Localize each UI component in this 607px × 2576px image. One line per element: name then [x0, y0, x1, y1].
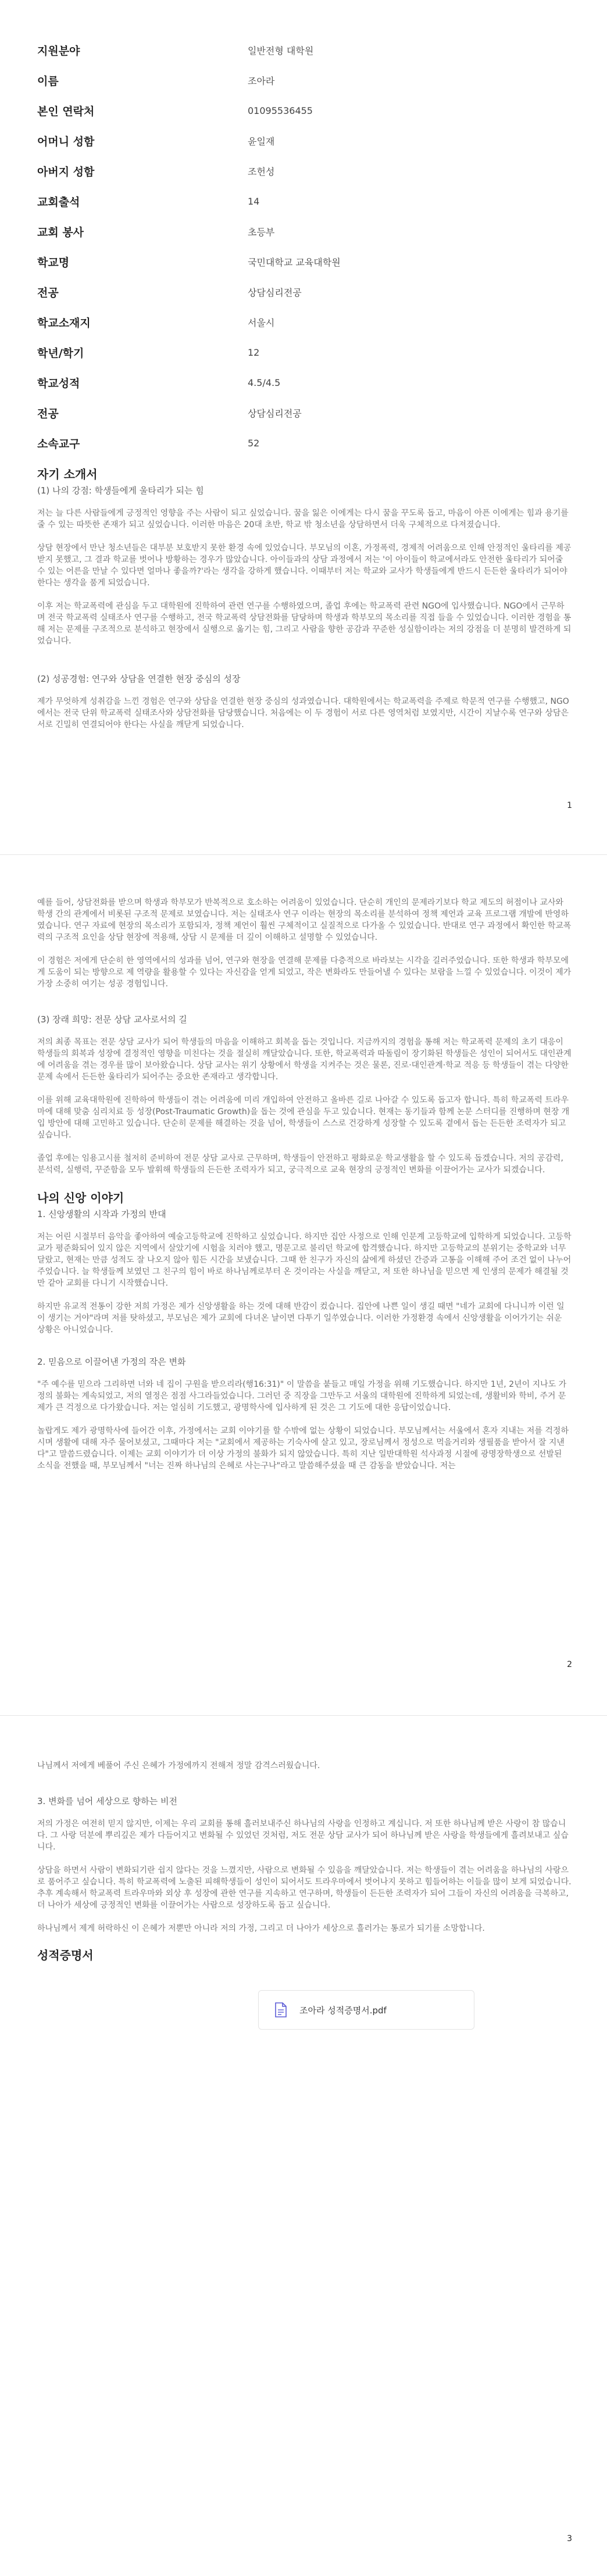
- info-label: 전공: [37, 286, 59, 299]
- info-value: 14: [248, 195, 260, 207]
- info-label: 교회출석: [37, 195, 80, 209]
- faith-paragraph: 저는 어린 시절부터 음악을 좋아하여 예술고등학교에 진학하고 싶었습니다. 하지만 집안 사정으로 인해 인문계 고등학교에 입학하게 되었습니다. 고등학교가 평준화되어 있지 않은 지역에서 살았기에 시험을 치러야 했고, 명문고로 불리던 학교에 합격했습니다. 하지만 고등학교의 분위기는 중학교와 너무 달랐고, 현재는 만큼 성적도 잘 나오지 않아 힘든 시간을 보냈습니다. 그때 한 친구가 자신의 삶에게 하셨던 간증과 고통을 이해해 주어 조건 없이 나누어주었습니다. 늘 학생들께 보였던 그 친구의 힘이 바로 하나님께로부터 온 것이라는 사실을 깨닫고, 저 또한 하나님을 믿으면 제 인생의 문제가 해결될 것만 같아 교회를 다니기 시작했습니다.: [37, 1232, 572, 1288]
- info-label: 학교소재지: [37, 316, 91, 330]
- info-row: [37, 216, 560, 246]
- applicant-info-table: [37, 35, 560, 458]
- info-row: [37, 95, 560, 126]
- info-label: 학교성적: [37, 377, 80, 390]
- info-value: 초등부: [248, 226, 275, 238]
- info-row: [37, 246, 560, 277]
- essay-subheading: (2) 성공경험: 연구와 상담을 연결한 현장 중심의 성장: [37, 674, 241, 684]
- info-row: [37, 307, 560, 337]
- info-value: 조아라: [248, 75, 275, 87]
- info-row: [37, 65, 560, 95]
- essay-paragraph: 예를 들어, 상담전화를 받으며 학생과 학부모가 반복적으로 호소하는 어려움이 있었습니다. 단순히 개인의 문제라기보다 학교 제도의 허점이나 교사와 학생 간의 관계에서 비롯된 구조적 문제로 보였습니다. 저는 실태조사 연구 이라는 현장의 목소리를 분석하여 정책 제언과 교육 프로그램 개발에 반영하였습니다. 연구 자료에 현장의 목소리가 포함되자, 정책 제언이 훨씬 구체적이고 실질적으로 다가올 수 있었습니다. 반대로 연구 과정에서 확인한 학교폭력의 구조적 요인을 상담 현장에 적용해, 상담 시 문제를 더 깊이 이해하고 설명할 수 있었습니다.: [37, 898, 572, 942]
- info-row: [37, 126, 560, 156]
- info-row: [37, 367, 560, 398]
- faith-paragraph: 상담을 하면서 사람이 변화되기란 쉽지 않다는 것을 느꼈지만, 사람으로 변화될 수 있음을 깨달았습니다. 저는 학생들이 겪는 어려움을 하나님의 사랑으로 품어주고 싶습니다. 특히 학교폭력에 노출된 피해학생들이 성인이 되어서도 트라우마에서 벗어나지 못하고 힘들어하는 이들을 많이 보게 되었습니다. 추후 계속해서 학교폭력 트라우마와 외상 후 성장에 관한 연구를 지속하고 연구하며, 학생들이 든든한 조력자가 되어 그들이 자신의 어려움을 극복하고, 더 나아가 세상에 긍정적인 변화를 이끌어가는 사람으로 성장하도록 돕고 싶습니다.: [37, 1866, 572, 1910]
- page-3: [0, 1716, 607, 2576]
- essay-paragraph: 졸업 후에는 임용고시를 철저히 준비하여 전문 상담 교사로 근무하며, 학생들이 안전하고 평화로운 학교생활을 할 수 있도록 돕겠습니다. 저의 공감력, 분석력, 실행력, 꾸준함을 모두 발휘해 학생들의 든든한 조력자가 되고, 궁극적으로 교육 현장의 긍정적인 변화를 이끌어가는 교사가 되겠습니다.: [37, 1154, 563, 1175]
- info-label: 본인 연락처: [37, 105, 95, 118]
- grade-cert-title: 성적증명서: [37, 1948, 94, 1962]
- info-value: 조헌성: [248, 166, 275, 177]
- faith-continued: [37, 1760, 572, 1963]
- info-row: [37, 428, 560, 458]
- essay-paragraph: 저의 최종 목표는 전문 상담 교사가 되어 학생들의 마음을 이해하고 회복을 돕는 것입니다. 지금까지의 경험을 통해 저는 학교폭력 문제의 초기 대응이 학생들의 회복과 성장에 결정적인 영향을 미친다는 것을 절실히 깨달았습니다. 또한, 학교폭력과 따돌림이 장기화된 학생들은 성인이 되어서도 대인관계에 어려움을 겪는 경우를 많이 보아왔습니다. 상담 교사는 위기 상황에서 학생을 지켜주는 것은 물론, 진로·대인관계·학교 적응 등 학생들이 겪는 다양한 문제 속에서 든든한 울타리가 되어주는 중요한 존재라고 생각합니다.: [37, 1037, 572, 1082]
- faith-subheading: 3. 변화를 넘어 세상으로 향하는 비전: [37, 1796, 178, 1806]
- info-label: 학년/학기: [37, 346, 84, 360]
- info-label: 소속교구: [37, 437, 80, 450]
- page-2: [0, 855, 607, 1715]
- essay-title: 자기 소개서: [37, 467, 98, 481]
- page-1: [0, 0, 607, 854]
- faith-paragraph: 놀랍게도 제가 광명학사에 들어간 이후, 가정에서는 교회 이야기를 할 수밖에 없는 상황이 되었습니다. 부모님께서는 서울에서 혼자 지내는 저를 걱정하시며 생활에 대해 자주 물어보셨고, 그때마다 저는 "교회에서 제공하는 기숙사에 살고 있고, 장로님께서 정성으로 먹을거리와 생필품을 받아서 잘 지낸다"고 말씀드렸습니다. 이제는 교회 이야기가 더 이상 가정의 불화가 되지 않았습니다. 특히 지난 일반대학원 석사과정 시절에 광명장학생으로 선발된 소식을 전했을 때, 부모님께서 "너는 진짜 하나님의 은혜로 사는구나"라고 말씀해주셨을 때 큰 감동을 받았습니다. 저는: [37, 1426, 569, 1471]
- page-number: 1: [567, 801, 572, 810]
- info-value: 12: [248, 346, 260, 358]
- faith-subheading: 2. 믿음으로 이끌어낸 가정의 작은 변화: [37, 1357, 186, 1367]
- faith-subheading: 1. 신앙생활의 시작과 가정의 반대: [37, 1209, 166, 1219]
- file-name[interactable]: 조아라 성적증명서.pdf: [299, 2005, 387, 2016]
- info-value: 서울시: [248, 317, 275, 328]
- faith-paragraph: 나님께서 저에게 베풀어 주신 은혜가 가정에까지 전해져 정말 감격스러웠습니다.: [37, 1761, 320, 1770]
- info-label: 학교명: [37, 256, 70, 269]
- info-value: 상담심리전공: [248, 287, 302, 298]
- info-row: [37, 186, 560, 216]
- info-value: 윤일재: [248, 135, 275, 147]
- page-number: 3: [567, 2534, 572, 2543]
- essay-paragraph: 이를 위해 교육대학원에 진학하여 학생들이 겪는 어려움에 미리 개입하여 안전하고 올바른 길로 나아갈 수 있도록 돕고자 합니다. 특히 학교폭력 트라우마에 대해 맞춤 심리치료 등 성장(Post-Traumatic Growth)을 돕는 것에 관심을 두고 있습니다. 현재는 동기들과 함께 논문 스터디를 진행하며 현장 개입 방안에 대해 고민하고 있습니다. 단순히 문제를 해결하는 것을 넘어, 학생들이 스스로 건강하게 성장할 수 있도록 곁에서 돕는 든든한 조력자가 되고 싶습니다.: [37, 1096, 570, 1140]
- faith-paragraph: "주 예수를 믿으라 그리하면 너와 네 집이 구원을 받으리라(행16:31)" 이 말씀을 붙들고 매일 가정을 위해 기도했습니다. 하지만 1년, 2년이 지나도 가정의 불화는 계속되었고, 저의 열정은 점점 사그라들었습니다. 그러던 중 직장을 그만두고 서울의 대학원에 진학하게 되었는데, 생활비와 학비, 주거 문제가 큰 걱정으로 다가왔습니다. 저는 얼심히 기도했고, 광명학사에 입사하게 된 것은 그 기도에 대한 응답이었습니다.: [37, 1380, 567, 1412]
- info-row: [37, 156, 560, 186]
- faith-paragraph: 하나님께서 제게 허락하신 이 은혜가 저뿐만 아니라 저의 가정, 그리고 더 나아가 세상으로 흘러가는 통로가 되기를 소망합니다.: [37, 1924, 485, 1933]
- info-label: 이름: [37, 74, 59, 88]
- essay-paragraph: 저는 늘 다른 사람들에게 긍정적인 영향을 주는 사람이 되고 싶었습니다. 꿈을 잃은 이에게는 다시 꿈을 꾸도록 돕고, 마음이 아픈 이에게는 힘과 용기를 줄 수 있는 따뜻한 존재가 되고 싶었습니다. 이러한 마음은 20대 초반, 학교 밖 청소년을 상담하면서 더욱 구체적으로 다져졌습니다.: [37, 509, 569, 529]
- info-label: 어머니 성함: [37, 135, 95, 148]
- info-value: 01095536455: [248, 105, 313, 116]
- info-label: 전공: [37, 407, 59, 420]
- essay-section: [37, 465, 572, 731]
- info-row: [37, 398, 560, 428]
- info-label: 지원분야: [37, 44, 80, 58]
- info-row: [37, 35, 560, 65]
- info-label: 아버지 성함: [37, 165, 95, 178]
- essay-continued: [37, 897, 572, 1472]
- essay-subheading: (3) 장래 희망: 전문 상담 교사로서의 길: [37, 1014, 187, 1025]
- info-value: 4.5/4.5: [248, 377, 281, 388]
- info-value: 일반전형 대학원: [248, 45, 314, 56]
- grade-cert-file[interactable]: [258, 1990, 474, 2030]
- essay-subheading: (1) 나의 강점: 학생들에게 울타리가 되는 힘: [37, 485, 204, 496]
- info-row: [37, 277, 560, 307]
- faith-paragraph: 하지만 유교적 전통이 강한 저희 가정은 제가 신앙생활을 하는 것에 대해 반감이 컸습니다. 집안에 나쁜 일이 생길 때면 "네가 교회에 다니니까 이런 일이 생기는 거야"라며 저를 탓하셨고, 부모님은 제가 교회에 다녀온 날이면 다투기 일쑤였습니다. 이러한 가정환경 속에서 신앙생활을 이어가기는 쉬운 상황은 아니었습니다.: [37, 1302, 565, 1334]
- faith-title: 나의 신앙 이야기: [37, 1191, 124, 1205]
- info-label: 교회 봉사: [37, 226, 84, 239]
- page-number: 2: [567, 1660, 572, 1669]
- essay-paragraph: 이 경험은 저에게 단순히 한 영역에서의 성과를 넘어, 연구와 현장을 연결해 문제를 다층적으로 바라보는 시각을 길러주었습니다. 또한 학생과 학부모에게 도움이 되는 방향으로 제 역량을 활용할 수 있다는 자신감을 얻게 되었고, 작은 변화라도 만들어낼 수 있다는 보람을 느낄 수 있었습니다. 이것이 제가 가장 소중히 여기는 성공 경험입니다.: [37, 956, 572, 989]
- faith-paragraph: 저의 가정은 여전히 믿지 않지만, 이제는 우리 교회를 통해 흘러보내주신 하나님의 사랑을 인정하고 계십니다. 저 또한 하나님께 받은 사랑이 참 많습니다. 그 사랑 덕분에 뿌리깊은 제가 다듬어지고 변화될 수 있었던 것처럼, 저도 전문 상담 교사가 되어 하나님께 받은 사랑을 학생들에게 흘려보내고 싶습니다.: [37, 1819, 569, 1852]
- info-value: 국민대학교 교육대학원: [248, 256, 341, 268]
- info-value: 상담심리전공: [248, 407, 302, 419]
- essay-paragraph: 제가 무엇하게 성취감을 느낀 경험은 연구와 상담을 연결한 현장 중심의 성과였습니다. 대학원에서는 학교폭력을 주제로 학문적 연구를 수행했고, NGO에서는 전국 단위 학교폭력 실태조사와 상담전화를 담당했습니다. 처음에는 이 두 경험이 서로 다른 영역처럼 보였지만, 시간이 지날수록 연구와 상담은 서로 긴밀히 연결되어야 한다는 사실을 깨닫게 되었습니다.: [37, 697, 569, 729]
- info-row: [37, 337, 560, 367]
- info-value: 52: [248, 437, 260, 449]
- pdf-file-icon: [275, 2002, 287, 2017]
- essay-paragraph: 상담 현장에서 만난 청소년들은 대부분 보호받지 못한 환경 속에 있었습니다. 부모님의 이혼, 가정폭력, 경제적 어려움으로 인해 안정적인 울타리를 제공받지 못했고, 그 결과 학교를 벗어나 방황하는 경우가 많았습니다. 아이들과의 상담 과정에서 저는 '이 아이들이 학교에서라도 안전한 울타리가 되어줄 수 있는 어른을 만날 수 있다면 얼마나 좋을까?'라는 생각을 강하게 했습니다. 이때부터 저는 학교와 교사가 학생들에게 반드시 든든한 울타리가 되어야 한다는 생각을 품게 되었습니다.: [37, 543, 572, 588]
- essay-paragraph: 이후 저는 학교폭력에 관심을 두고 대학원에 진학하여 관련 연구를 수행하였으며, 졸업 후에는 학교폭력 관련 NGO에 입사했습니다. NGO에서 근무하며 전국 학교폭력 실태조사 연구를 수행하고, 전국 학교폭력 상담전화를 담당하며 학생과 학부모의 목소리를 직접 들을 수 있었습니다. 이러한 경험을 통해 저는 문제를 구조적으로 분석하고 현장에서 실행으로 옮기는 힘, 그리고 사람을 향한 공감과 꾸준한 성실함이라는 저의 강점을 더 분명히 발견하게 되었습니다.: [37, 602, 572, 646]
